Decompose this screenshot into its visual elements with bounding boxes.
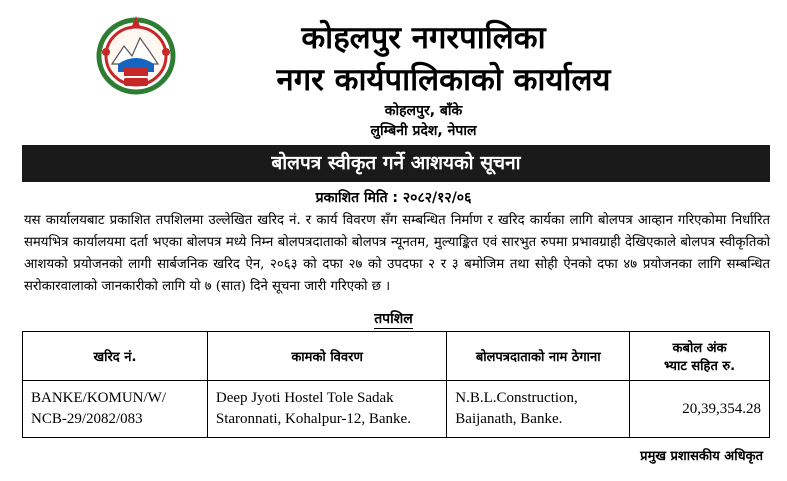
details-heading [0, 309, 787, 328]
address-city: कोहलपुर, बाँके [384, 103, 463, 119]
cell-procurement-no [23, 381, 208, 438]
bidder-line1: N.B.L.Construction, [455, 390, 578, 406]
work-line1: Deep Jyoti Hostel Tole Sadak [215, 390, 394, 406]
bid-table [22, 331, 770, 438]
details-heading-text: तपशिल [374, 311, 413, 327]
published-date: प्रकाशित मिति : २०८२/१२/०६ [315, 190, 472, 206]
cell-amount: 20,39,354.28 [630, 381, 770, 438]
header-amount [630, 332, 770, 381]
signatory-title: प्रमुख प्रशासकीय अधिकृत [640, 449, 763, 464]
header-procurement-no: खरिद नं. [23, 332, 208, 381]
bidder-line2: Baijanath, Banke. [455, 411, 563, 427]
work-line2: Staronnati, Kohalpur-12, Banke. [215, 411, 411, 427]
office-name-executive: नगर कार्यपालिकाको कार्यालय [276, 62, 611, 98]
table-row [23, 381, 770, 438]
notice-title-banner: बोलपत्र स्वीकृत गर्ने आशयको सूचना [22, 145, 770, 182]
header-amount-line2: भ्याट सहित रु. [664, 359, 736, 374]
header-amount-line1: कबोल अंक [672, 341, 727, 356]
header-bidder: बोलपत्रदाताको नाम ठेगाना [447, 332, 630, 381]
procurement-no-line1: BANKE/KOMUN/W/ [31, 390, 166, 406]
office-name-municipality: कोहलपुर नगरपालिका [301, 20, 546, 56]
header-work-description: कामको विवरण [207, 332, 446, 381]
notice-body: यस कार्यालयबाट प्रकाशित तपशिलमा उल्लेखित खरिद नं. र कार्य विवरण सँग सम्बन्धित निर्माण र खरिद कार्यका लागि बोलपत्र आव्हान गरिएकोमा निर्धारित समयभित्र कार्यालयमा दर्ता भएका बोलपत्र मध्ये निम्न बोलपत्रदाताको बोलपत्र न्यूनतम, मुल्याङ्कित एवं सारभुत रुपमा प्रभावग्राही देखिएकाले बोलपत्र स्वीकृतिको आशयको प्रयोजनको लागी सार्बजनिक खरिद ऐन, २०६३ को दफा २७ को उपदफा २ र ३ बमोजिम तथा सोही ऐनको दफा ४७ प्रयोजनका लागि सम्बन्धित सरोकारवालाको जानकारीको लागि यो ७ (सात) दिने सूचना जारी गरिएको छ । [24, 213, 770, 294]
address-province: लुम्बिनी प्रदेश, नेपाल [370, 123, 477, 139]
table-header-row [23, 332, 770, 381]
cell-bidder [447, 381, 630, 438]
procurement-no-line2: NCB-29/2082/083 [31, 411, 143, 427]
cell-work-description [207, 381, 446, 438]
